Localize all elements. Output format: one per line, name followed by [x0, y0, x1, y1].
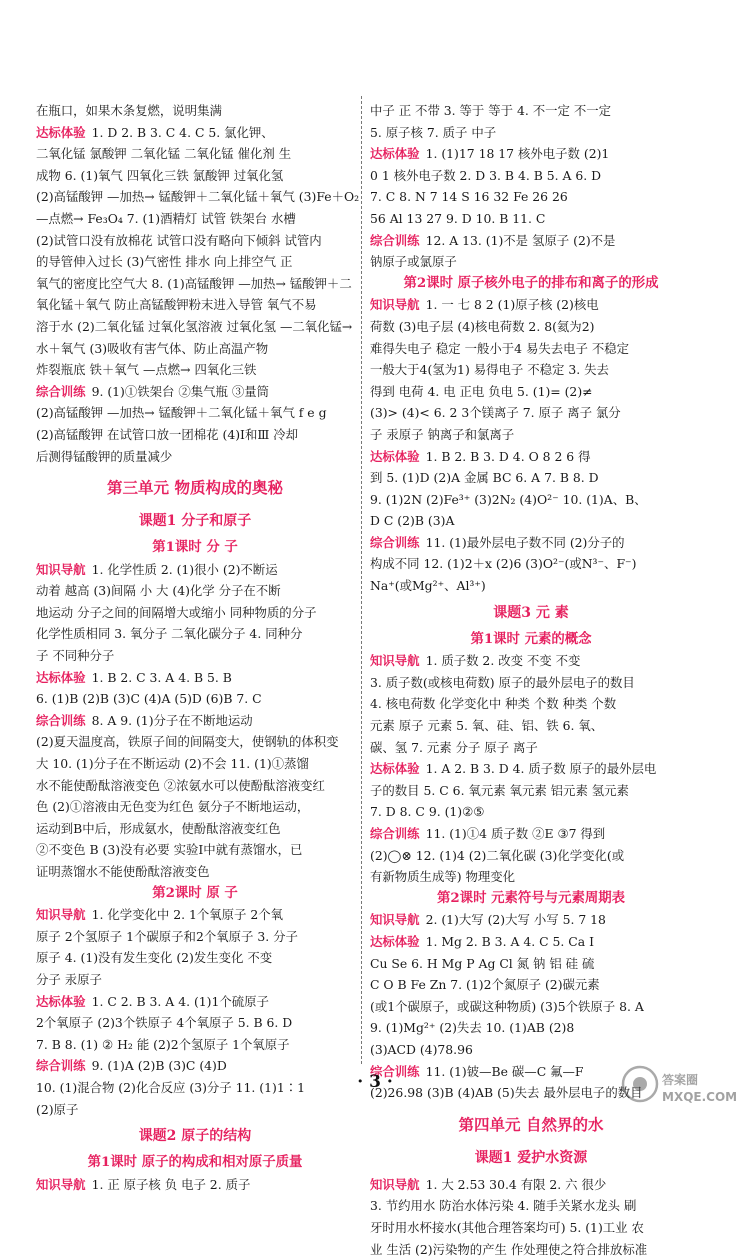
answer-text: 1. 一 七 8 2 (1)原子核 (2)核电 — [426, 297, 599, 312]
lesson-heading: 第2课时 元素符号与元素周期表 — [370, 888, 692, 910]
answer-line: 运动到B中后，形成氨水，使酚酞溶液变红色 — [36, 818, 354, 840]
answer-line: 到 5. (1)D (2)A 金属 BC 6. A 7. B 8. D — [370, 467, 692, 489]
answer-text: 11. (1)最外层电子数不同 (2)分子的 — [426, 535, 625, 550]
answer-text: 1. 大 2.53 30.4 有限 2. 六 很少 — [426, 1177, 607, 1192]
section-label: 知识导航 — [370, 653, 420, 668]
answer-line: 7. B 8. (1) ② H₂ 能 (2)2个氢原子 1个氧原子 — [36, 1034, 354, 1056]
answer-line-labeled — [36, 1174, 354, 1196]
answer-line: Cu Se 6. H Mg P Ag Cl 氮 钠 铝 硅 硫 — [370, 953, 692, 975]
section-label: 知识导航 — [370, 912, 420, 927]
answer-line: 7. C 8. N 7 14 S 16 32 Fe 26 26 — [370, 186, 692, 208]
answer-line: 证明蒸馏水不能使酚酞溶液变色 — [36, 861, 354, 883]
answer-text: 9. (1)A (2)B (3)C (4)D — [92, 1058, 227, 1073]
answer-line: 有新物质生成等) 物理变化 — [370, 866, 692, 888]
answer-line-labeled — [370, 909, 692, 931]
answer-line: 氧化锰＋氧气 防止高锰酸钾粉末进入导管 氧气不易 — [36, 294, 354, 316]
answer-line: (2)原子 — [36, 1099, 354, 1121]
answer-line: 在瓶口，如果木条复燃，说明集满 — [36, 100, 354, 122]
answer-line: (3)> (4)< 6. 2 3个镁离子 7. 原子 离子 氯分 — [370, 402, 692, 424]
section-label: 知识导航 — [36, 1177, 86, 1192]
answer-line: 二氧化锰 氯酸钾 二氧化锰 二氧化锰 催化剂 生 — [36, 143, 354, 165]
answer-line: (2)试管口没有放棉花 试管口没有略向下倾斜 试管内 — [36, 230, 354, 252]
answer-line-labeled — [370, 650, 692, 672]
answer-line-labeled — [370, 823, 692, 845]
answer-text: 12. A 13. (1)不是 氢原子 (2)不是 — [426, 233, 616, 248]
answer-line: 牙时用水杯接水(其他合理答案均可) 5. (1)工业 农 — [370, 1217, 692, 1239]
answer-line: 中子 正 不带 3. 等于 等于 4. 不一定 不一定 — [370, 100, 692, 122]
answer-line-labeled — [36, 991, 354, 1013]
section-label: 综合训练 — [36, 384, 86, 399]
answer-line: D C (2)B (3)A — [370, 510, 692, 532]
topic-heading: 课题3 元 素 — [370, 599, 692, 627]
answer-line: Na⁺(或Mg²⁺、Al³⁺) — [370, 575, 692, 597]
answer-text: 1. C 2. B 3. A 4. (1)1个硫原子 — [92, 994, 269, 1009]
section-label: 综合训练 — [370, 826, 420, 841]
answer-line-labeled — [370, 532, 692, 554]
answer-line: 碳、氢 7. 元素 分子 原子 离子 — [370, 737, 692, 759]
lesson-heading: 第1课时 原子的构成和相对原子质量 — [36, 1152, 354, 1174]
answer-line: 元素 原子 元素 5. 氧、硅、铝、铁 6. 氧、 — [370, 715, 692, 737]
answer-line-labeled — [36, 1055, 354, 1077]
answer-text: 1. B 2. B 3. D 4. O 8 2 6 得 — [426, 449, 591, 464]
answer-line-labeled — [370, 143, 692, 165]
column-divider — [361, 96, 362, 1064]
answer-text: 1. A 2. B 3. D 4. 质子数 原子的最外层电 — [426, 761, 657, 776]
answer-line: 后测得锰酸钾的质量减少 — [36, 446, 354, 468]
answer-line-labeled — [370, 294, 692, 316]
answer-line: 化学性质相同 3. 氧分子 二氧化碳分子 4. 同种分 — [36, 623, 354, 645]
answer-line: 3. 节约用水 防治水体污染 4. 随手关紧水龙头 刷 — [370, 1195, 692, 1217]
unit-heading: 第四单元 自然界的水 — [370, 1110, 692, 1140]
answer-line: 氧气的密度比空气大 8. (1)高锰酸钾 —加热→ 锰酸钾＋二 — [36, 273, 354, 295]
answer-text: 1. B 2. C 3. A 4. B 5. B — [92, 670, 232, 685]
topic-heading: 课题1 分子和原子 — [36, 507, 354, 535]
section-label: 达标体验 — [36, 125, 86, 140]
answer-text: 1. Mg 2. B 3. A 4. C 5. Ca I — [426, 934, 594, 949]
answer-line-labeled — [370, 931, 692, 953]
section-label: 综合训练 — [36, 1058, 86, 1073]
answer-line: 10. (1)混合物 (2)化合反应 (3)分子 11. (1)1∶1 — [36, 1077, 354, 1099]
answer-line: (2)26.98 (3)B (4)AB (5)失去 最外层电子的数目 — [370, 1082, 692, 1104]
lesson-heading: 第2课时 原 子 — [36, 883, 354, 905]
section-label: 达标体验 — [370, 449, 420, 464]
unit-heading: 第三单元 物质构成的奥秘 — [36, 473, 354, 503]
answer-text: 1. 化学性质 2. (1)很小 (2)不断运 — [92, 562, 278, 577]
answer-text: 9. (1)①铁架台 ②集气瓶 ③量筒 — [92, 384, 270, 399]
answer-text: 2. (1)大写 (2)大写 小写 5. 7 18 — [426, 912, 606, 927]
section-label: 知识导航 — [36, 907, 86, 922]
answer-line: 难得失电子 稳定 一般小于4 易失去电子 不稳定 — [370, 338, 692, 360]
answer-line: 动着 越高 (3)间隔 小 大 (4)化学 分子在不断 — [36, 580, 354, 602]
answer-line: ②不变色 B (3)没有必要 实验Ⅰ中就有蒸馏水，已 — [36, 839, 354, 861]
answer-line-labeled — [370, 230, 692, 252]
answer-text: 1. 质子数 2. 改变 不变 不变 — [426, 653, 581, 668]
answer-line: (2)高锰酸钾 —加热→ 锰酸钾＋二氧化锰＋氧气 f e g — [36, 402, 354, 424]
answer-line: 5. 原子核 7. 质子 中子 — [370, 122, 692, 144]
lesson-heading: 第2课时 原子核外电子的排布和离子的形成 — [370, 273, 692, 295]
answer-line: 水＋氧气 (3)吸收有害气体、防止高温产物 — [36, 338, 354, 360]
answer-line: 色 (2)①溶液由无色变为红色 氨分子不断地运动， — [36, 796, 354, 818]
topic-heading: 课题1 爱护水资源 — [370, 1144, 692, 1172]
answer-text: 11. (1)①4 质子数 ②E ③7 得到 — [426, 826, 606, 841]
answer-line: 子的数目 5. C 6. 氧元素 氧元素 铝元素 氢元素 — [370, 780, 692, 802]
answer-line: 0 1 核外电子数 2. D 3. B 4. B 5. A 6. D — [370, 165, 692, 187]
answer-line: 成物 6. (1)氧气 四氧化三铁 氯酸钾 过氧化氢 — [36, 165, 354, 187]
answer-line: 荷数 (3)电子层 (4)核电荷数 2. 8(氦为2) — [370, 316, 692, 338]
answer-line-labeled — [36, 667, 354, 689]
lesson-heading: 第1课时 分 子 — [36, 537, 354, 559]
section-label: 综合训练 — [370, 233, 420, 248]
answer-line: 4. 核电荷数 化学变化中 种类 个数 种类 个数 — [370, 693, 692, 715]
section-label: 达标体验 — [370, 146, 420, 161]
answer-line: 分子 汞原子 — [36, 969, 354, 991]
left-column — [36, 100, 354, 1195]
section-label: 综合训练 — [370, 535, 420, 550]
answer-line: 9. (1)2N (2)Fe³⁺ (3)2N₂ (4)O²⁻ 10. (1)A、B、 — [370, 489, 692, 511]
answer-line: (2)高锰酸钾 在试管口放一团棉花 (4)Ⅰ和Ⅲ 冷却 — [36, 424, 354, 446]
answer-line-labeled — [36, 122, 354, 144]
answer-line: (或1个碳原子，或碳这种物质) (3)5个铁原子 8. A — [370, 996, 692, 1018]
answer-text: 1. D 2. B 3. C 4. C 5. 氯化钾、 — [92, 125, 274, 140]
topic-heading: 课题2 原子的结构 — [36, 1122, 354, 1150]
answer-line: (3)ACD (4)78.96 — [370, 1039, 692, 1061]
lesson-heading: 第1课时 元素的概念 — [370, 629, 692, 651]
answer-line-labeled — [370, 1174, 692, 1196]
page-number: · 3 · — [348, 1072, 402, 1092]
watermark-line2: MXQE.COM — [662, 1090, 737, 1104]
answer-line: 构成不同 12. (1)2＋x (2)6 (3)O²⁻(或N³⁻、F⁻) — [370, 553, 692, 575]
answer-line: 得到 电荷 4. 电 正电 负电 5. (1)= (2)≠ — [370, 381, 692, 403]
answer-line: 钠原子或氯原子 — [370, 251, 692, 273]
answer-text: 1. (1)17 18 17 核外电子数 (2)1 — [426, 146, 610, 161]
answer-line: 大 10. (1)分子在不断运动 (2)不会 11. (1)①蒸馏 — [36, 753, 354, 775]
answer-text: 8. A 9. (1)分子在不断地运动 — [92, 713, 253, 728]
answer-line: 9. (1)Mg²⁺ (2)失去 10. (1)AB (2)8 — [370, 1017, 692, 1039]
answer-line: C O B Fe Zn 7. (1)2个氮原子 (2)碳元素 — [370, 974, 692, 996]
section-label: 达标体验 — [370, 761, 420, 776]
section-label: 达标体验 — [36, 670, 86, 685]
answer-line-labeled — [36, 710, 354, 732]
answer-line: (2)◯⊗ 12. (1)4 (2)二氧化碳 (3)化学变化(或 — [370, 845, 692, 867]
section-label: 综合训练 — [370, 1064, 420, 1079]
section-label: 综合训练 — [36, 713, 86, 728]
answer-line: 水不能使酚酞溶液变色 ②浓氨水可以使酚酞溶液变红 — [36, 775, 354, 797]
answer-line: 子 不同种分子 — [36, 645, 354, 667]
answer-line-labeled — [370, 758, 692, 780]
answer-line-labeled — [36, 904, 354, 926]
watermark-logo — [618, 1062, 746, 1108]
answer-line: (2)夏天温度高，铁原子间的间隔变大，使钢轨的体积变 — [36, 731, 354, 753]
answer-line: 原子 4. (1)没有发生变化 (2)发生变化 不变 — [36, 947, 354, 969]
answer-line: (2)高锰酸钾 —加热→ 锰酸钾＋二氧化锰＋氧气 (3)Fe＋O₂ — [36, 186, 354, 208]
answer-line: 56 Al 13 27 9. D 10. B 11. C — [370, 208, 692, 230]
answer-text: 1. 正 原子核 负 电子 2. 质子 — [92, 1177, 251, 1192]
answer-line: 一般大于4(氢为1) 易得电子 不稳定 3. 失去 — [370, 359, 692, 381]
section-label: 达标体验 — [36, 994, 86, 1009]
answer-line: 2个氧原子 (2)3个铁原子 4个氧原子 5. B 6. D — [36, 1012, 354, 1034]
section-label: 知识导航 — [36, 562, 86, 577]
section-label: 知识导航 — [370, 297, 420, 312]
answer-line: 原子 2个氢原子 1个碳原子和2个氧原子 3. 分子 — [36, 926, 354, 948]
answer-line: 子 汞原子 钠离子和氯离子 — [370, 424, 692, 446]
answer-line: —点燃→ Fe₃O₄ 7. (1)酒精灯 试管 铁架台 水槽 — [36, 208, 354, 230]
answer-line: 3. 质子数(或核电荷数) 原子的最外层电子的数目 — [370, 672, 692, 694]
answer-line: 地运动 分子之间的间隔增大或缩小 同种物质的分子 — [36, 602, 354, 624]
section-label: 达标体验 — [370, 934, 420, 949]
answer-line: 溶于水 (2)二氧化锰 过氧化氢溶液 过氧化氢 —二氧化锰→ — [36, 316, 354, 338]
answer-line: 的导管伸入过长 (3)气密性 排水 向上排空气 正 — [36, 251, 354, 273]
answer-line-labeled — [370, 446, 692, 468]
answer-text: 11. (1)铍—Be 碳—C 氟—F — [426, 1064, 584, 1079]
answer-line: 7. D 8. C 9. (1)②⑤ — [370, 801, 692, 823]
answer-text: 1. 化学变化中 2. 1个氧原子 2个氧 — [92, 907, 283, 922]
answer-line: 炸裂瓶底 铁＋氧气 —点燃→ 四氧化三铁 — [36, 359, 354, 381]
answer-line-labeled — [36, 559, 354, 581]
answer-line: 6. (1)B (2)B (3)C (4)A (5)D (6)B 7. C — [36, 688, 354, 710]
answer-line-labeled — [36, 381, 354, 403]
watermark-line1: 答案圈 — [662, 1072, 698, 1087]
answer-line: 业 生活 (2)污染物的产生 作处理使之符合排放标准 — [370, 1239, 692, 1260]
section-label: 知识导航 — [370, 1177, 420, 1192]
